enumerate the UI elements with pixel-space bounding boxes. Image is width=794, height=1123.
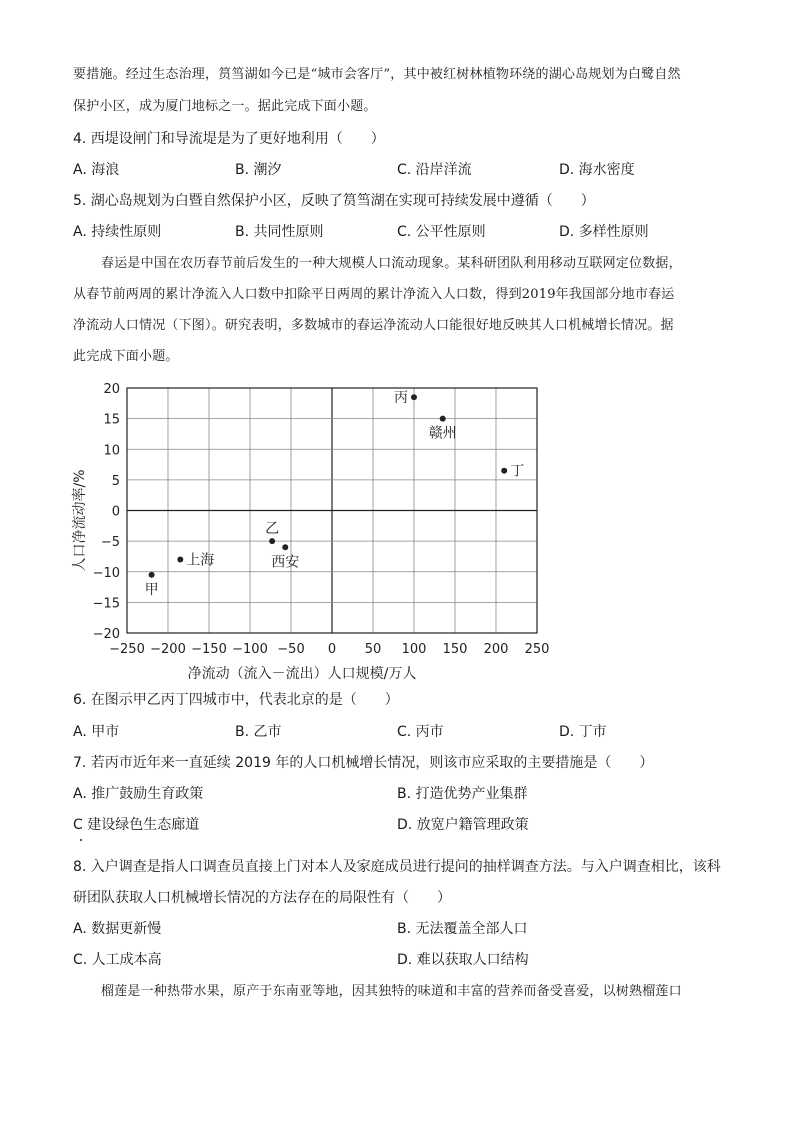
data-point-label: 甲 xyxy=(144,581,159,598)
y-tick-label: −5 xyxy=(100,535,120,551)
q7-option-a[interactable]: A. 推广鼓励生育政策 xyxy=(73,786,204,802)
y-tick-label: −20 xyxy=(92,627,120,642)
data-point xyxy=(440,416,446,422)
y-tick-label: 0 xyxy=(111,504,120,520)
q7-stem: 7. 若丙市近年来一直延续 2019 年的人口机械增长情况，则该市应采取的主要措施是（ ） xyxy=(73,755,654,771)
passage2-line-2: 从春节前两周的累计净流入人口数中扣除平日两周的累计净流入人口数，得到2019年我国部分地市春运 xyxy=(73,287,675,302)
intro-line-2: 保护小区，成为厦门地标之一。据此完成下面小题。 xyxy=(73,99,377,114)
y-tick-label: 20 xyxy=(103,382,120,397)
data-point-label: 丁 xyxy=(510,463,525,480)
q8-stem-line-2: 研团队获取人口机械增长情况的方法存在的局限性有（ ） xyxy=(73,890,451,906)
q4-option-c[interactable]: C. 沿岸洋流 xyxy=(397,162,472,178)
y-tick-label: −10 xyxy=(92,565,120,581)
data-point xyxy=(269,538,275,544)
x-tick-label: −200 xyxy=(150,642,186,657)
y-tick-label: 5 xyxy=(111,473,120,489)
x-tick-label: 250 xyxy=(524,642,550,657)
data-point-label: 西安 xyxy=(271,554,300,571)
q7-option-d[interactable]: D. 放宽户籍管理政策 xyxy=(397,817,529,833)
q6-option-c[interactable]: C. 丙市 xyxy=(397,724,444,740)
q4-stem: 4. 西堤设闸门和导流堤是为了更好地利用（ ） xyxy=(73,131,385,147)
x-tick-label: 50 xyxy=(364,642,382,657)
x-tick-label: 200 xyxy=(483,642,509,657)
data-point xyxy=(501,468,507,474)
q7-option-c[interactable]: C 建设绿色生态廊道 xyxy=(73,817,200,833)
passage3-line-1: 榴莲是一种热带水果，原产于东南亚等地，因其独特的味道和丰富的营养而备受喜爱，以树熟榴莲口 xyxy=(101,984,682,999)
y-axis-title: 人口净流动率/% xyxy=(72,469,88,572)
y-tick-label: 10 xyxy=(103,443,120,459)
passage2-line-4: 此完成下面小题。 xyxy=(73,349,179,364)
data-point-label: 乙 xyxy=(265,521,280,538)
q6-option-b[interactable]: B. 乙市 xyxy=(235,724,282,740)
x-tick-label: −100 xyxy=(232,642,268,657)
q6-option-a[interactable]: A. 甲市 xyxy=(73,724,120,740)
data-point-label: 上海 xyxy=(186,552,215,569)
q8-option-c[interactable]: C. 人工成本高 xyxy=(73,952,162,968)
q6-stem: 6. 在图示甲乙丙丁四城市中，代表北京的是（ ） xyxy=(73,692,399,708)
q8-option-a[interactable]: A. 数据更新慢 xyxy=(73,921,162,937)
scatter-chart xyxy=(70,372,560,682)
y-tick-label: 15 xyxy=(103,412,120,428)
x-tick-label: −250 xyxy=(109,642,145,657)
passage2-line-3: 净流动人口情况（下图）。研究表明，多数城市的春运净流动人口能很好地反映其人口机械增长情况。据 xyxy=(73,318,674,333)
q7-option-b[interactable]: B. 打造优势产业集群 xyxy=(397,786,528,802)
q5-option-d[interactable]: D. 多样性原则 xyxy=(559,224,649,240)
q4-option-d[interactable]: D. 海水密度 xyxy=(559,162,635,178)
x-tick-label: 0 xyxy=(327,642,337,657)
q8-stem-line-1: 8. 入户调查是指人口调查员直接上门对本人及家庭成员进行提问的抽样调查方法。与入户调查相比，该科 xyxy=(73,859,721,875)
data-point-label: 丙 xyxy=(394,390,408,407)
q5-stem: 5. 湖心岛规划为白暨自然保护小区，反映了筼筜湖在实现可持续发展中遵循（ ） xyxy=(73,193,595,209)
x-tick-label: −150 xyxy=(191,642,227,657)
y-tick-label: −15 xyxy=(92,596,120,612)
q4-option-a[interactable]: A. 海浪 xyxy=(73,162,120,178)
data-point xyxy=(149,572,155,578)
data-point-label: 赣州 xyxy=(428,425,457,442)
x-tick-label: −50 xyxy=(277,642,305,657)
data-point xyxy=(411,394,417,400)
q5-option-a[interactable]: A. 持续性原则 xyxy=(73,224,162,240)
passage2-line-1: 春运是中国在农历春节前后发生的一种大规模人口流动现象。某科研团队利用移动互联网定位数据， xyxy=(101,256,682,271)
intro-line-1: 要措施。经过生态治理，筼筜湖如今已是“城市会客厅”，其中被红树林植物环绕的湖心岛规划为白鹭自然 xyxy=(73,67,681,82)
x-tick-label: 100 xyxy=(401,642,427,657)
q4-option-b[interactable]: B. 潮汐 xyxy=(235,162,282,178)
q6-option-d[interactable]: D. 丁市 xyxy=(559,724,607,740)
x-axis-title: 净流动（流入－流出）人口规模/万人 xyxy=(187,666,417,682)
q8-option-d[interactable]: D. 难以获取人口结构 xyxy=(397,952,529,968)
stray-mark xyxy=(80,839,82,841)
q5-option-b[interactable]: B. 共同性原则 xyxy=(235,224,324,240)
q8-option-b[interactable]: B. 无法覆盖全部人口 xyxy=(397,921,528,937)
data-point xyxy=(282,544,288,550)
x-tick-label: 150 xyxy=(442,642,468,657)
q5-option-c[interactable]: C. 公平性原则 xyxy=(397,224,486,240)
data-point xyxy=(177,557,183,563)
